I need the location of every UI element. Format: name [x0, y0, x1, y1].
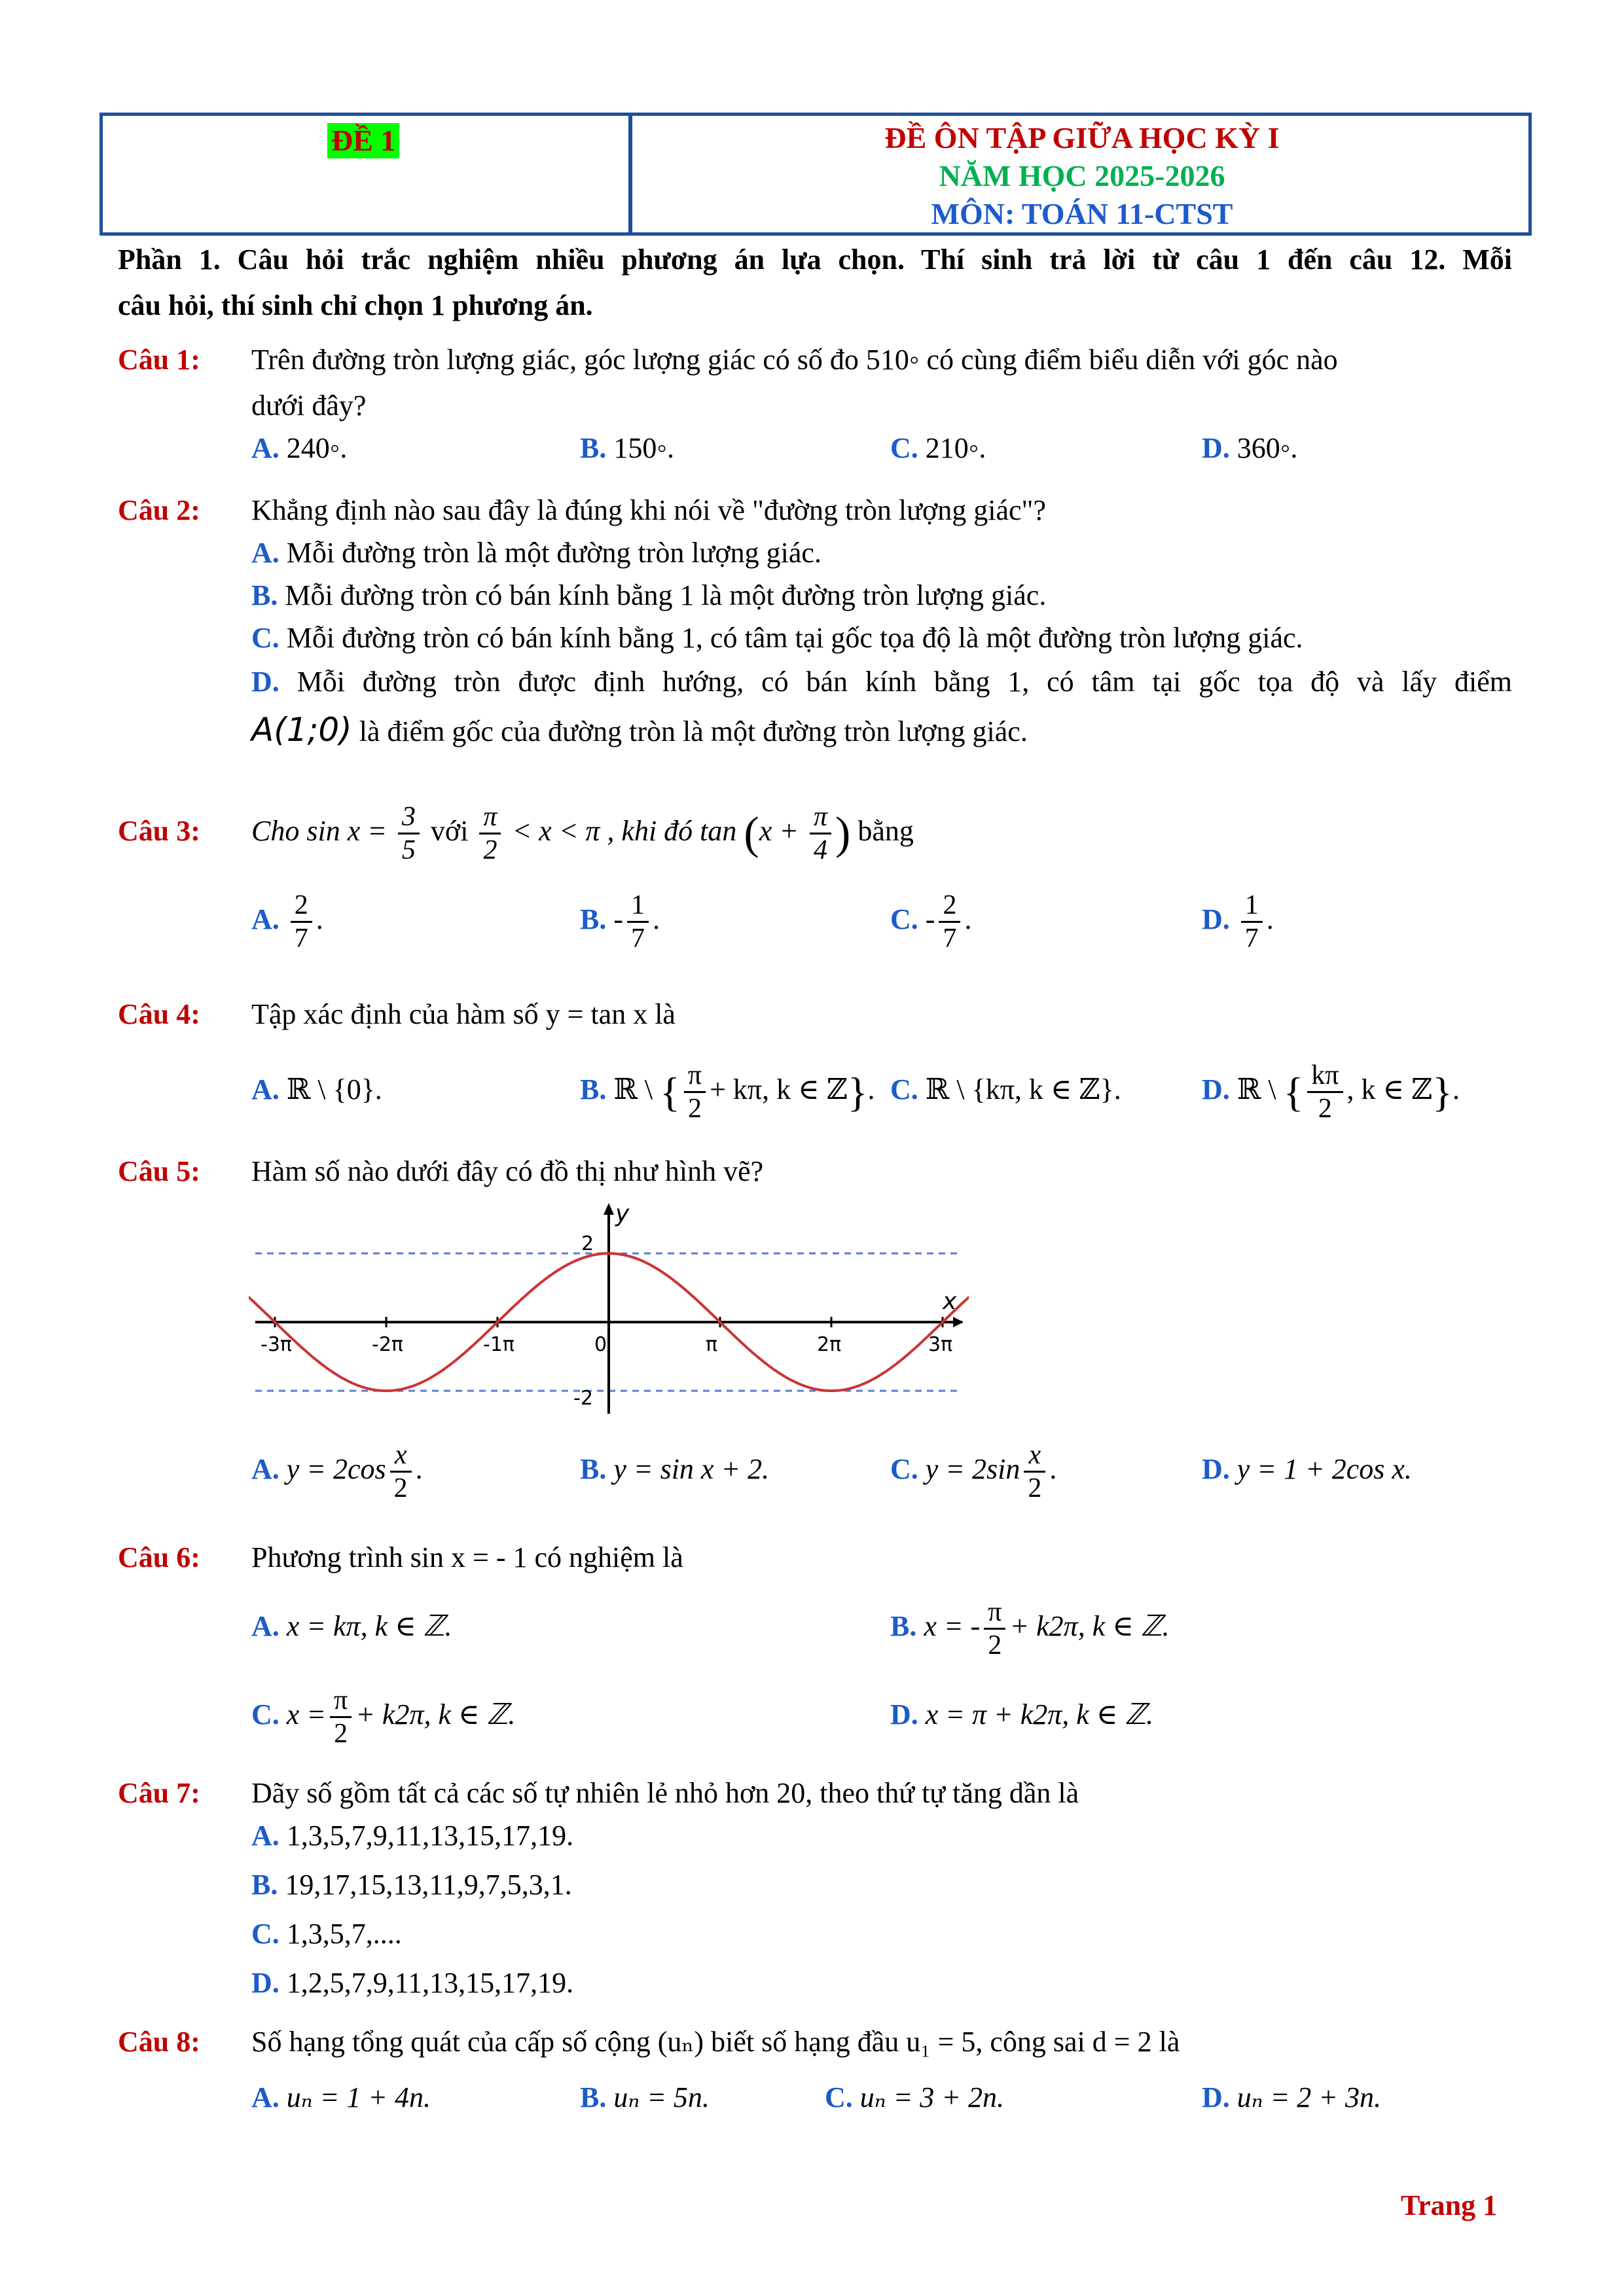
- option-letter: D.: [251, 1967, 280, 1999]
- q3-text: Cho sin x = $\frac{3}{5}$ với $\frac{\pi}{2}$ < x < π , khi đó tan (x + $\frac{\pi}{4}$ ) bằng: [251, 802, 914, 866]
- q8-option-d[interactable]: [1202, 2078, 1381, 2117]
- option-letter: A.: [251, 1073, 280, 1105]
- option-letter: D.: [1202, 2081, 1230, 2113]
- q7-option-a[interactable]: [251, 1816, 573, 1856]
- q1-option-c[interactable]: [890, 429, 986, 468]
- q2-option-d[interactable]: [251, 662, 1512, 702]
- option-letter: B.: [251, 1869, 278, 1901]
- option-letter: C.: [890, 1073, 918, 1105]
- option-letter: D.: [251, 666, 280, 698]
- q6-c-fraction: $\frac{\pi}{2}$: [330, 1685, 352, 1749]
- q8-option-b[interactable]: [580, 2078, 710, 2117]
- q4-option-a[interactable]: [251, 1070, 382, 1109]
- q6-label: Câu 6:: [118, 1541, 200, 1573]
- q3-option-c[interactable]: C. - $\frac{2}{7}$ .: [890, 890, 972, 954]
- option-letter: B.: [580, 2081, 607, 2113]
- option-letter: B.: [251, 579, 278, 611]
- q3-a-fraction: $\frac{2}{7}$: [291, 889, 312, 954]
- option-letter: C.: [890, 432, 918, 464]
- q2-option-d-line2: [251, 710, 1028, 751]
- option-text: Mỗi đường tròn có bán kính bằng 1, có tâm tại gốc tọa độ là một đường tròn lượng giác.: [286, 622, 1303, 654]
- q4-b-fraction: $\frac{\pi}{2}$: [684, 1060, 706, 1124]
- option-letter: A.: [251, 1453, 280, 1485]
- option-text: Mỗi đường tròn là một đường tròn lượng giác.: [286, 537, 821, 569]
- q1-option-d[interactable]: [1202, 429, 1297, 468]
- option-letter: A.: [251, 2081, 280, 2113]
- q8-option-a[interactable]: [251, 2078, 431, 2117]
- q4-option-b[interactable]: B. ℝ \ { $\frac{\pi}{2}$ + kπ, k ∈ ℤ}.: [580, 1060, 875, 1124]
- q3-fraction-3: $\frac{\pi}{4}$: [810, 801, 831, 866]
- q7-text: Dãy số gồm tất cả các số tự nhiên lẻ nhỏ hơn 20, theo thứ tự tăng dần là: [251, 1777, 1079, 1809]
- x-tick-label: -1π: [483, 1333, 514, 1356]
- option-text: ℝ \ {kπ, k ∈ ℤ}.: [925, 1073, 1121, 1105]
- x-tick-label: -3π: [261, 1333, 292, 1356]
- q1-option-b[interactable]: [580, 429, 674, 468]
- q3-text-4: x +: [759, 815, 799, 847]
- option-letter: A.: [251, 903, 280, 935]
- q6-option-a[interactable]: [251, 1607, 452, 1646]
- x-axis-label: x: [943, 1288, 957, 1315]
- q3-d-fraction: $\frac{1}{7}$: [1241, 889, 1263, 954]
- q3-c-fraction: $\frac{2}{7}$: [939, 889, 960, 954]
- q3-option-d[interactable]: D. $\frac{1}{7}$ .: [1202, 890, 1274, 954]
- option-letter: B.: [890, 1610, 917, 1642]
- option-text: Mỗi đường tròn có bán kính bằng 1 là một đường tròn lượng giác.: [285, 579, 1047, 611]
- x-tick-label: 3π: [928, 1333, 953, 1356]
- option-letter: C.: [890, 1453, 918, 1485]
- option-text: Mỗi đường tròn được định hướng, có bán kính bằng 1, có tâm tại gốc tọa độ và lấy điểm: [297, 666, 1513, 698]
- q4-label: Câu 4:: [118, 998, 200, 1030]
- q3-text-1: Cho sin x =: [251, 815, 387, 847]
- exam-code: ĐỀ 1: [327, 123, 399, 158]
- x-tick-label: 0: [594, 1333, 607, 1356]
- q1-option-a[interactable]: [251, 429, 347, 468]
- option-text: uₙ = 1 + 4n.: [286, 2081, 431, 2113]
- option-letter: A.: [251, 1820, 280, 1852]
- option-text: 150◦.: [613, 432, 674, 464]
- option-text: 240◦.: [286, 432, 348, 464]
- option-text: 1,3,5,7,....: [286, 1918, 402, 1950]
- option-text: y = sin x + 2.: [613, 1453, 770, 1485]
- y-tick-label: -2: [573, 1387, 593, 1410]
- q6-option-d[interactable]: [890, 1695, 1153, 1734]
- x-tick-label: 2π: [817, 1333, 842, 1356]
- option-letter: C.: [251, 622, 280, 654]
- q5-option-d[interactable]: [1202, 1450, 1412, 1489]
- option-text: 360◦.: [1236, 432, 1298, 464]
- point-a: A(1;0): [251, 711, 352, 749]
- q3-b-fraction: $\frac{1}{7}$: [627, 889, 649, 954]
- option-letter: A.: [251, 537, 280, 569]
- q3-label: Câu 3:: [118, 815, 200, 847]
- y-tick-label: 2: [581, 1232, 594, 1255]
- option-text: 1,3,5,7,9,11,13,15,17,19.: [286, 1820, 574, 1852]
- option-letter: C.: [251, 1698, 280, 1731]
- q7-option-d[interactable]: [251, 1964, 573, 2003]
- q4-option-c[interactable]: [890, 1070, 1121, 1109]
- school-year: NĂM HỌC 2025-2026: [939, 159, 1225, 192]
- option-text: ℝ \ {0}.: [286, 1073, 382, 1105]
- q5-label: Câu 5:: [118, 1155, 200, 1187]
- option-text: 210◦.: [925, 432, 986, 464]
- q2-option-a[interactable]: [251, 533, 821, 573]
- q3-fraction-1: $\frac{3}{5}$: [398, 801, 420, 866]
- q7-option-b[interactable]: [251, 1865, 572, 1905]
- q8-label: Câu 8:: [118, 2026, 200, 2058]
- option-letter: B.: [580, 903, 607, 935]
- exam-title: ĐỀ ÔN TẬP GIỮA HỌC KỲ I: [884, 121, 1280, 154]
- q1-label: Câu 1:: [118, 344, 200, 376]
- q4-text: Tập xác định của hàm số y = tan x là: [251, 998, 676, 1030]
- option-letter: D.: [1202, 1453, 1230, 1485]
- q6-text: Phương trình sin x = - 1 có nghiệm là: [251, 1541, 683, 1573]
- option-letter: D.: [890, 1698, 918, 1731]
- q3-option-a[interactable]: A. $\frac{2}{7}$ .: [251, 890, 323, 954]
- q3-text-2: với: [430, 815, 469, 847]
- option-letter: D.: [1202, 432, 1230, 464]
- x-tick-label: -2π: [372, 1333, 403, 1356]
- q4-option-d[interactable]: D. ℝ \ { $\frac{k\pi}{2}$ , k ∈ ℤ}.: [1202, 1060, 1460, 1124]
- q5-option-a[interactable]: A. y = 2cos $\frac{x}{2}$ .: [251, 1440, 423, 1504]
- q3-fraction-2: $\frac{\pi}{2}$: [479, 801, 501, 866]
- option-letter: B.: [580, 1453, 607, 1485]
- q6-option-b[interactable]: B. x = - $\frac{\pi}{2}$ + k2π, k ∈ ℤ.: [890, 1597, 1170, 1661]
- option-letter: C.: [251, 1918, 280, 1950]
- q4-d-fraction: $\frac{k\pi}{2}$: [1307, 1060, 1343, 1124]
- q3-text-5: bằng: [857, 815, 914, 847]
- x-tick-label: π: [706, 1333, 718, 1356]
- q5-text: Hàm số nào dưới đây có đồ thị như hình vẽ?: [251, 1155, 764, 1187]
- q2-label: Câu 2:: [118, 494, 200, 526]
- option-text: uₙ = 3 + 2n.: [859, 2081, 1004, 2113]
- q2-text: Khẳng định nào sau đây là đúng khi nói về "đường tròn lượng giác"?: [251, 494, 1047, 526]
- q5-option-c[interactable]: C. y = 2sin $\frac{x}{2}$ .: [890, 1440, 1057, 1504]
- q6-option-c[interactable]: C. x = $\frac{\pi}{2}$ + k2π, k ∈ ℤ.: [251, 1685, 516, 1749]
- part1-instruction-line2: câu hỏi, thí sinh chỉ chọn 1 phương án.: [118, 289, 593, 321]
- option-text: x = kπ, k ∈ ℤ.: [286, 1610, 452, 1642]
- option-text: y = 1 + 2cos x.: [1236, 1453, 1412, 1485]
- q1-text-line1: Trên đường tròn lượng giác, góc lượng giác có số đo 510◦ có cùng điểm biểu diễn với góc nào: [251, 344, 1338, 376]
- option-letter: C.: [890, 903, 918, 935]
- y-axis-label: y: [615, 1200, 630, 1227]
- q7-option-c[interactable]: [251, 1914, 402, 1954]
- x-axis-arrow: [953, 1317, 964, 1327]
- y-axis-arrow: [604, 1203, 614, 1215]
- q5-c-fraction: $\frac{x}{2}$: [1024, 1439, 1045, 1504]
- q5-option-b[interactable]: [580, 1450, 769, 1489]
- option-letter: D.: [1202, 903, 1230, 935]
- function-graph: [249, 1198, 969, 1420]
- q8-text: Số hạng tổng quát của cấp số cộng (uₙ) biết số hạng đầu u₁ = 5, công sai d = 2 là: [251, 2026, 1180, 2058]
- option-text: là điểm gốc của đường tròn là một đường tròn lượng giác.: [359, 715, 1028, 747]
- q2-option-c[interactable]: [251, 619, 1303, 658]
- q7-label: Câu 7:: [118, 1777, 200, 1809]
- q3-option-b[interactable]: B. - $\frac{1}{7}$ .: [580, 890, 660, 954]
- option-text: 19,17,15,13,11,9,7,5,3,1.: [285, 1869, 572, 1901]
- q8-option-c[interactable]: [825, 2078, 1004, 2117]
- option-letter: B.: [580, 1073, 607, 1105]
- option-letter: A.: [251, 1610, 280, 1642]
- q1-text-line2: dưới đây?: [251, 389, 367, 422]
- q3-text-3: < x < π , khi đó tan: [512, 815, 737, 847]
- option-text: 1,2,5,7,9,11,13,15,17,19.: [286, 1967, 574, 1999]
- q6-b-fraction: $\frac{\pi}{2}$: [984, 1596, 1005, 1661]
- q5-a-fraction: $\frac{x}{2}$: [390, 1439, 412, 1504]
- option-letter: D.: [1202, 1073, 1230, 1105]
- option-text: x = π + k2π, k ∈ ℤ.: [925, 1698, 1154, 1731]
- q2-option-b[interactable]: [251, 576, 1046, 615]
- page-number: Trang 1: [1401, 2189, 1498, 2221]
- option-text: uₙ = 2 + 3n.: [1236, 2081, 1381, 2113]
- option-text: uₙ = 5n.: [613, 2081, 710, 2113]
- option-letter: B.: [580, 432, 607, 464]
- subject: MÔN: TOÁN 11-CTST: [931, 197, 1233, 230]
- option-letter: C.: [825, 2081, 853, 2113]
- option-letter: A.: [251, 432, 280, 464]
- part1-instruction-line1: Phần 1. Câu hỏi trắc nghiệm nhiều phương án lựa chọn. Thí sinh trả lời từ câu 1 đến câu 12. Mỗi: [118, 243, 1512, 276]
